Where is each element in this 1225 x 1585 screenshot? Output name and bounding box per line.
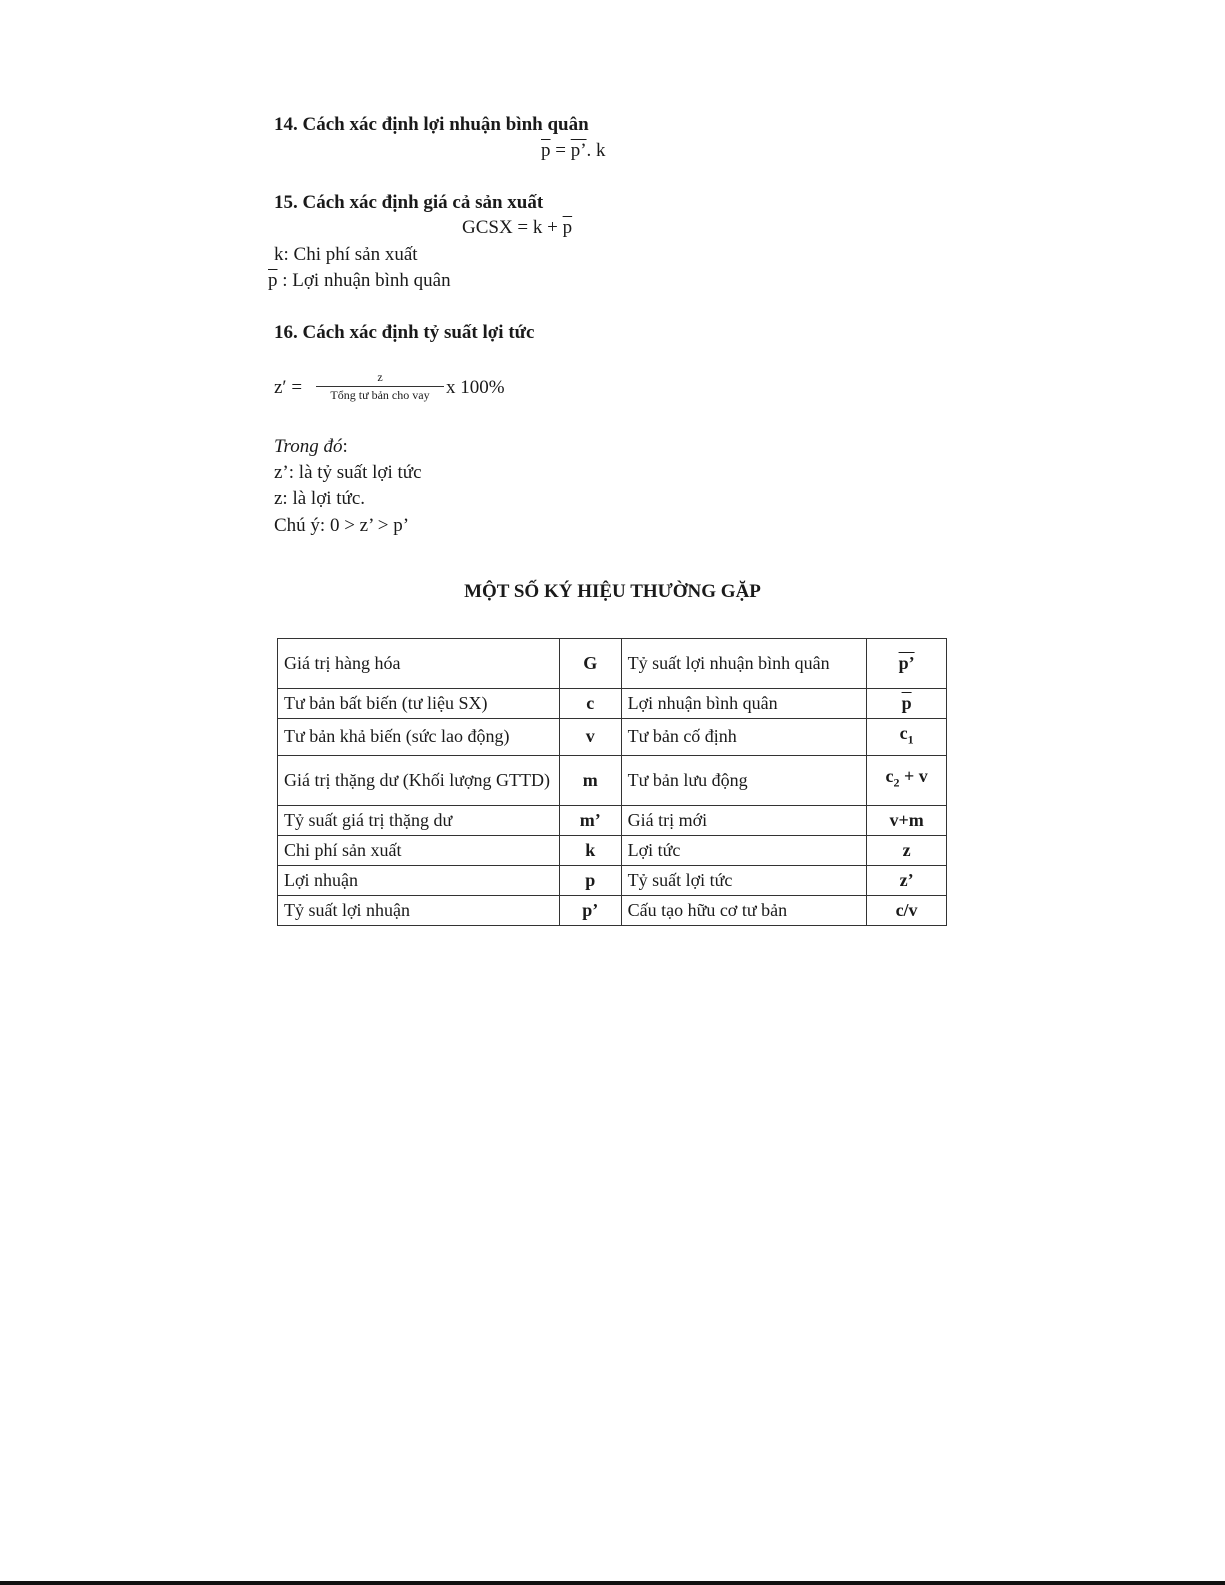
- definition-k: k: Chi phí sản xuất: [274, 244, 418, 265]
- heading-15: 15. Cách xác định giá cả sản xuất: [274, 192, 544, 213]
- term-cell: Tư bản bất biến (tư liệu SX): [278, 689, 560, 719]
- symbol-cell: [867, 639, 947, 689]
- term-cell: Giá trị hàng hóa: [278, 639, 560, 689]
- fraction-bar: [316, 386, 444, 387]
- formula-15-p: $\overline{p}$: [562, 217, 573, 238]
- table-row: [278, 865, 947, 895]
- table-row: [278, 689, 947, 719]
- definition-z-prime: z’: là tỷ suất lợi tức: [274, 462, 422, 483]
- table-row: [278, 719, 947, 756]
- term-cell: Tư bản lưu động: [621, 755, 867, 805]
- symbol-cell: [867, 895, 947, 925]
- term-cell: Tỷ suất lợi nhuận bình quân: [621, 639, 867, 689]
- symbol-main: z: [902, 839, 911, 860]
- symbol-cell: p’: [559, 895, 621, 925]
- definition-p-text: : Lợi nhuận bình quân: [277, 270, 451, 291]
- term-cell: Lợi tức: [621, 835, 867, 865]
- symbol-tail: + v: [899, 766, 928, 787]
- term-cell: Cấu tạo hữu cơ tư bản: [621, 895, 867, 925]
- avg-profit-symbol: $\overline{p}$: [541, 140, 551, 161]
- note-line: Chú ý: 0 > z’ > p’: [274, 515, 410, 536]
- table-row: [278, 805, 947, 835]
- symbol-cell: [867, 865, 947, 895]
- symbol-cell: m: [559, 755, 621, 805]
- symbol-cell: v: [559, 719, 621, 756]
- symbol-main: v+m: [889, 809, 924, 830]
- term-cell: Tỷ suất giá trị thặng dư: [278, 805, 560, 835]
- symbol-cell: m’: [559, 805, 621, 835]
- where-colon: :: [342, 436, 348, 457]
- symbol-cell: [867, 755, 947, 805]
- formula-15: [462, 217, 572, 239]
- fraction-denominator: Tổng tư bản cho vay: [330, 388, 430, 402]
- term-cell: Tỷ suất lợi tức: [621, 865, 867, 895]
- formula-16-left: z′ =: [274, 377, 303, 398]
- where-label: [274, 436, 348, 458]
- term-cell: Lợi nhuận bình quân: [621, 689, 867, 719]
- symbol-main: $\overline{p}$: [901, 693, 912, 713]
- symbol-main: z’: [899, 869, 914, 890]
- definition-p-symbol: $\overline{p}$: [268, 270, 278, 291]
- table-row: [278, 895, 947, 925]
- term-cell: Giá trị mới: [621, 805, 867, 835]
- symbol-cell: G: [559, 639, 621, 689]
- symbol-cell: [867, 719, 947, 756]
- formula-15-left: GCSX = k +: [462, 217, 563, 238]
- symbol-main: c: [885, 766, 894, 787]
- symbol-cell: [867, 835, 947, 865]
- heading-14: 14. Cách xác định lợi nhuận bình quân: [274, 114, 589, 135]
- term-cell: Chi phí sản xuất: [278, 835, 560, 865]
- term-cell: Tỷ suất lợi nhuận: [278, 895, 560, 925]
- symbol-cell: c: [559, 689, 621, 719]
- table-row: [278, 755, 947, 805]
- where-word: Trong đó: [274, 436, 343, 457]
- avg-profit-rate-symbol: p’: [570, 140, 587, 161]
- symbol-main: p’: [898, 653, 915, 673]
- symbol-main: c/v: [895, 899, 918, 920]
- symbol-subscript: 2: [893, 775, 900, 790]
- formula-14: [541, 140, 606, 162]
- symbol-cell: p: [559, 865, 621, 895]
- symbol-main: c: [899, 723, 908, 743]
- table-row: [278, 639, 947, 689]
- term-cell: Lợi nhuận: [278, 865, 560, 895]
- term-cell: Giá trị thặng dư (Khối lượng GTTD): [278, 755, 560, 805]
- definition-z: z: là lợi tức.: [274, 488, 366, 509]
- fraction-numerator: z: [377, 370, 383, 384]
- heading-16: 16. Cách xác định tỷ suất lợi tức: [274, 322, 535, 343]
- symbol-cell: k: [559, 835, 621, 865]
- table-row: [278, 835, 947, 865]
- bottom-rule: [0, 1581, 1225, 1585]
- symbol-cell: [867, 689, 947, 719]
- symbols-table-body: [278, 639, 947, 926]
- symbol-subscript: 1: [907, 732, 914, 747]
- definition-p: [268, 270, 451, 292]
- formula-14-eq: =: [550, 140, 571, 161]
- symbols-title: MỘT SỐ KÝ HIỆU THƯỜNG GẶP: [464, 581, 761, 602]
- symbol-cell: [867, 805, 947, 835]
- symbols-table: [277, 638, 947, 926]
- formula-16-fraction: [316, 370, 444, 403]
- formula-16-right: x 100%: [446, 377, 505, 398]
- term-cell: Tư bản khả biến (sức lao động): [278, 719, 560, 756]
- formula-14-rest: . k: [586, 140, 606, 161]
- term-cell: Tư bản cố định: [621, 719, 867, 756]
